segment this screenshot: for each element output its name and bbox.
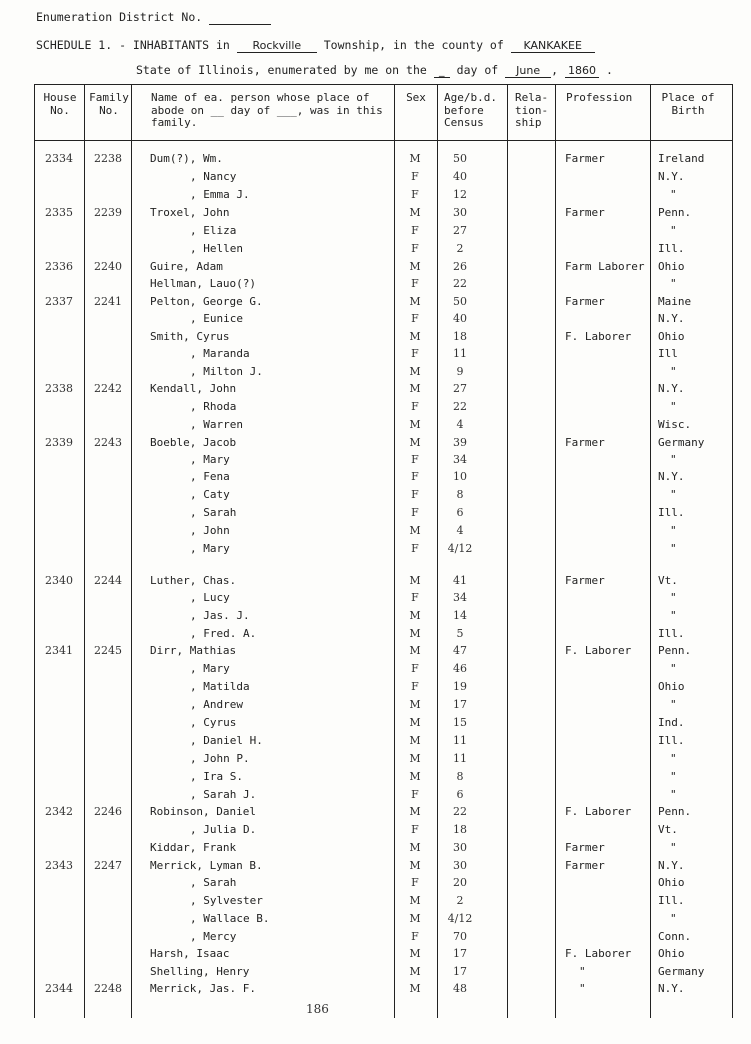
person-birthplace: Penn. xyxy=(658,644,692,657)
person-name: , Eliza xyxy=(190,224,237,237)
family-number: 2246 xyxy=(94,805,122,818)
person-sex: M xyxy=(409,947,421,960)
family-number: 2241 xyxy=(94,295,122,308)
person-name: Dum(?), Wm. xyxy=(150,152,223,165)
family-number: 2242 xyxy=(94,382,122,395)
person-sex: F xyxy=(411,591,419,604)
person-sex: F xyxy=(411,876,419,889)
person-birthplace: N.Y. xyxy=(658,382,685,395)
person-birthplace: Conn. xyxy=(658,930,692,943)
person-sex: F xyxy=(411,224,419,237)
person-name: , Hellen xyxy=(190,242,243,255)
person-birthplace: Wisc. xyxy=(658,418,692,431)
person-name: , Rhoda xyxy=(190,400,237,413)
person-profession: " xyxy=(579,982,586,995)
house-number: 2342 xyxy=(45,805,73,818)
person-sex: M xyxy=(409,912,421,925)
person-sex: M xyxy=(409,260,421,273)
person-birthplace: " xyxy=(670,524,677,537)
family-number: 2243 xyxy=(94,436,122,449)
person-age: 22 xyxy=(453,400,467,413)
person-sex: M xyxy=(409,841,421,854)
person-birthplace: " xyxy=(670,400,677,413)
person-sex: M xyxy=(409,382,421,395)
person-age: 11 xyxy=(453,752,467,765)
person-name: , John P. xyxy=(190,752,250,765)
col-header-name: Name of ea. person whose place of abode on __ day of ___, was in this family. xyxy=(151,91,383,129)
person-age: 30 xyxy=(453,206,467,219)
person-sex: F xyxy=(411,488,419,501)
person-sex: F xyxy=(411,170,419,183)
person-birthplace: Germany xyxy=(658,436,705,449)
person-profession: Farmer xyxy=(565,574,605,587)
person-birthplace: " xyxy=(670,698,677,711)
person-name: Hellman, Lauo(?) xyxy=(150,277,256,290)
person-age: 27 xyxy=(453,382,467,395)
house-number: 2339 xyxy=(45,436,73,449)
person-age: 4 xyxy=(456,524,464,537)
person-name: , Sylvester xyxy=(190,894,263,907)
person-name: , Fena xyxy=(190,470,230,483)
house-number: 2344 xyxy=(45,982,73,995)
person-name: Luther, Chas. xyxy=(150,574,237,587)
person-birthplace: " xyxy=(670,662,677,675)
person-name: Smith, Cyrus xyxy=(150,330,230,343)
person-birthplace: N.Y. xyxy=(658,982,685,995)
person-sex: M xyxy=(409,805,421,818)
person-birthplace: Vt. xyxy=(658,823,678,836)
schedule-prefix: SCHEDULE 1. - INHABITANTS in xyxy=(36,38,230,52)
person-age: 18 xyxy=(453,823,467,836)
person-age: 30 xyxy=(453,859,467,872)
person-birthplace: " xyxy=(670,488,677,501)
person-name: , Maranda xyxy=(190,347,250,360)
person-age: 11 xyxy=(453,347,467,360)
date-comma: , xyxy=(551,63,559,77)
person-birthplace: Ohio xyxy=(658,330,685,343)
person-name: Guire, Adam xyxy=(150,260,223,273)
person-sex: M xyxy=(409,152,421,165)
person-age: 9 xyxy=(456,365,464,378)
col-header-house: House No. xyxy=(43,91,77,117)
person-birthplace: Ill. xyxy=(658,627,685,640)
person-profession: Farmer xyxy=(565,152,605,165)
person-age: 19 xyxy=(453,680,467,693)
person-birthplace: Penn. xyxy=(658,805,692,818)
person-age: 8 xyxy=(456,770,464,783)
person-age: 15 xyxy=(453,716,467,729)
person-birthplace: Ohio xyxy=(658,947,685,960)
person-name: , Mercy xyxy=(190,930,237,943)
state-prefix: State of Illinois, enumerated by me on the xyxy=(136,63,427,77)
year-value: 1860 xyxy=(565,64,599,78)
person-name: , Wallace B. xyxy=(190,912,270,925)
person-profession: F. Laborer xyxy=(565,805,632,818)
person-sex: F xyxy=(411,930,419,943)
person-profession: Farmer xyxy=(565,206,605,219)
person-profession: Farmer xyxy=(565,295,605,308)
person-birthplace: Ind. xyxy=(658,716,685,729)
person-age: 50 xyxy=(453,152,467,165)
person-sex: M xyxy=(409,752,421,765)
person-birthplace: " xyxy=(670,752,677,765)
col-header-relationship: Rela- tion- ship xyxy=(515,91,549,129)
person-age: 17 xyxy=(453,698,467,711)
person-name: Boeble, Jacob xyxy=(150,436,237,449)
person-name: , Emma J. xyxy=(190,188,250,201)
person-birthplace: " xyxy=(670,788,677,801)
person-sex: F xyxy=(411,470,419,483)
person-birthplace: " xyxy=(670,277,677,290)
person-profession: F. Laborer xyxy=(565,330,632,343)
person-name: Pelton, George G. xyxy=(150,295,263,308)
person-age: 6 xyxy=(456,788,464,801)
person-profession: Farmer xyxy=(565,841,605,854)
person-birthplace: Ill xyxy=(658,347,678,360)
person-name: , Daniel H. xyxy=(190,734,263,747)
person-sex: M xyxy=(409,859,421,872)
person-name: Merrick, Jas. F. xyxy=(150,982,256,995)
township-suffix: Township, in the county of xyxy=(323,38,504,52)
person-sex: M xyxy=(409,330,421,343)
person-sex: F xyxy=(411,788,419,801)
person-name: , Andrew xyxy=(190,698,243,711)
person-age: 2 xyxy=(456,894,464,907)
person-name: , Jas. J. xyxy=(190,609,250,622)
person-sex: M xyxy=(409,609,421,622)
person-age: 34 xyxy=(453,453,467,466)
person-age: 18 xyxy=(453,330,467,343)
person-birthplace: Ireland xyxy=(658,152,705,165)
person-age: 70 xyxy=(453,930,467,943)
person-sex: M xyxy=(409,894,421,907)
person-sex: M xyxy=(409,770,421,783)
person-name: Harsh, Isaac xyxy=(150,947,230,960)
person-birthplace: N.Y. xyxy=(658,312,685,325)
person-name: , Cyrus xyxy=(190,716,237,729)
person-sex: M xyxy=(409,716,421,729)
person-sex: F xyxy=(411,347,419,360)
person-name: Merrick, Lyman B. xyxy=(150,859,263,872)
person-sex: M xyxy=(409,644,421,657)
family-number: 2244 xyxy=(94,574,122,587)
person-age: 20 xyxy=(453,876,467,889)
person-sex: M xyxy=(409,982,421,995)
house-number: 2335 xyxy=(45,206,73,219)
person-age: 39 xyxy=(453,436,467,449)
month-value: June xyxy=(505,64,551,78)
person-birthplace: " xyxy=(670,188,677,201)
house-number: 2338 xyxy=(45,382,73,395)
person-age: 34 xyxy=(453,591,467,604)
person-sex: M xyxy=(409,206,421,219)
person-sex: F xyxy=(411,662,419,675)
person-birthplace: " xyxy=(670,453,677,466)
person-birthplace: " xyxy=(670,912,677,925)
person-age: 50 xyxy=(453,295,467,308)
person-birthplace: Ohio xyxy=(658,680,685,693)
house-number: 2337 xyxy=(45,295,73,308)
person-age: 4/12 xyxy=(447,912,473,925)
person-birthplace: N.Y. xyxy=(658,470,685,483)
family-number: 2240 xyxy=(94,260,122,273)
house-number: 2336 xyxy=(45,260,73,273)
person-sex: M xyxy=(409,365,421,378)
person-age: 30 xyxy=(453,841,467,854)
date-period: . xyxy=(605,63,613,77)
person-sex: M xyxy=(409,436,421,449)
person-name: , John xyxy=(190,524,230,537)
person-sex: F xyxy=(411,242,419,255)
person-sex: M xyxy=(409,627,421,640)
person-birthplace: Penn. xyxy=(658,206,692,219)
person-profession: Farmer xyxy=(565,436,605,449)
person-age: 22 xyxy=(453,277,467,290)
person-birthplace: Ill. xyxy=(658,734,685,747)
person-age: 46 xyxy=(453,662,467,675)
district-label: Enumeration District No. xyxy=(36,10,203,24)
person-name: Robinson, Daniel xyxy=(150,805,256,818)
person-age: 6 xyxy=(456,506,464,519)
person-birthplace: Ill. xyxy=(658,242,685,255)
person-birthplace: N.Y. xyxy=(658,859,685,872)
house-number: 2341 xyxy=(45,644,73,657)
person-birthplace: Ohio xyxy=(658,260,685,273)
person-name: Kiddar, Frank xyxy=(150,841,237,854)
page-number: 186 xyxy=(306,1002,329,1016)
day-value: _ xyxy=(434,64,450,78)
person-birthplace: Ill. xyxy=(658,506,685,519)
person-name: Kendall, John xyxy=(150,382,237,395)
person-sex: F xyxy=(411,453,419,466)
person-sex: M xyxy=(409,418,421,431)
person-sex: M xyxy=(409,698,421,711)
person-age: 47 xyxy=(453,644,467,657)
person-name: , Julia D. xyxy=(190,823,257,836)
person-age: 26 xyxy=(453,260,467,273)
day-label: day of xyxy=(456,63,499,77)
person-age: 11 xyxy=(453,734,467,747)
person-age: 4 xyxy=(456,418,464,431)
house-number: 2340 xyxy=(45,574,73,587)
person-name: Shelling, Henry xyxy=(150,965,250,978)
person-sex: F xyxy=(411,400,419,413)
person-name: , Matilda xyxy=(190,680,250,693)
person-birthplace: " xyxy=(670,591,677,604)
person-age: 10 xyxy=(453,470,467,483)
person-sex: M xyxy=(409,295,421,308)
person-name: Dirr, Mathias xyxy=(150,644,237,657)
person-name: , Eunice xyxy=(190,312,243,325)
person-age: 12 xyxy=(453,188,467,201)
person-profession: Farm Laborer xyxy=(565,260,645,273)
col-header-family: Family No. xyxy=(89,91,129,117)
person-profession: F. Laborer xyxy=(565,644,632,657)
person-age: 17 xyxy=(453,965,467,978)
person-name: , Warren xyxy=(190,418,243,431)
person-age: 2 xyxy=(456,242,464,255)
person-age: 40 xyxy=(453,170,467,183)
person-profession: " xyxy=(579,965,586,978)
person-age: 22 xyxy=(453,805,467,818)
person-age: 40 xyxy=(453,312,467,325)
township-value: Rockville xyxy=(237,39,317,53)
person-sex: F xyxy=(411,188,419,201)
person-sex: F xyxy=(411,680,419,693)
person-name: , Caty xyxy=(190,488,230,501)
person-age: 4/12 xyxy=(447,542,473,555)
person-sex: M xyxy=(409,965,421,978)
family-number: 2245 xyxy=(94,644,122,657)
col-header-sex: Sex xyxy=(406,91,426,104)
person-birthplace: Ohio xyxy=(658,876,685,889)
person-birthplace: " xyxy=(670,841,677,854)
person-age: 14 xyxy=(453,609,467,622)
person-birthplace: " xyxy=(670,609,677,622)
person-birthplace: Germany xyxy=(658,965,705,978)
house-number: 2343 xyxy=(45,859,73,872)
person-birthplace: Maine xyxy=(658,295,692,308)
person-name: Troxel, John xyxy=(150,206,230,219)
person-profession: F. Laborer xyxy=(565,947,632,960)
person-age: 27 xyxy=(453,224,467,237)
person-birthplace: " xyxy=(670,770,677,783)
person-sex: F xyxy=(411,277,419,290)
person-sex: M xyxy=(409,524,421,537)
person-age: 5 xyxy=(456,627,464,640)
person-name: , Lucy xyxy=(190,591,230,604)
person-name: , Nancy xyxy=(190,170,237,183)
county-value: KANKAKEE xyxy=(511,39,595,53)
family-number: 2238 xyxy=(94,152,122,165)
person-sex: M xyxy=(409,574,421,587)
house-number: 2334 xyxy=(45,152,73,165)
person-name: , Mary xyxy=(190,662,230,675)
person-birthplace: Ill. xyxy=(658,894,685,907)
col-header-profession: Profession xyxy=(566,91,633,104)
person-profession: Farmer xyxy=(565,859,605,872)
person-name: , Sarah xyxy=(190,876,237,889)
person-age: 48 xyxy=(453,982,467,995)
family-number: 2248 xyxy=(94,982,122,995)
person-name: , Mary xyxy=(190,453,230,466)
person-name: , Milton J. xyxy=(190,365,263,378)
person-birthplace: Vt. xyxy=(658,574,678,587)
person-age: 41 xyxy=(453,574,467,587)
person-sex: F xyxy=(411,542,419,555)
person-birthplace: " xyxy=(670,224,677,237)
person-birthplace: N.Y. xyxy=(658,170,685,183)
person-sex: F xyxy=(411,506,419,519)
person-sex: F xyxy=(411,823,419,836)
person-age: 17 xyxy=(453,947,467,960)
person-age: 8 xyxy=(456,488,464,501)
person-birthplace: " xyxy=(670,365,677,378)
col-header-age: Age/b.d. before Census xyxy=(444,91,497,129)
person-name: , Mary xyxy=(190,542,230,555)
person-sex: F xyxy=(411,312,419,325)
person-sex: M xyxy=(409,734,421,747)
col-header-birth: Place of Birth xyxy=(661,91,715,117)
family-number: 2247 xyxy=(94,859,122,872)
person-name: , Sarah J. xyxy=(190,788,257,801)
family-number: 2239 xyxy=(94,206,122,219)
person-name: , Ira S. xyxy=(190,770,243,783)
person-birthplace: " xyxy=(670,542,677,555)
person-name: , Sarah xyxy=(190,506,237,519)
person-name: , Fred. A. xyxy=(190,627,257,640)
